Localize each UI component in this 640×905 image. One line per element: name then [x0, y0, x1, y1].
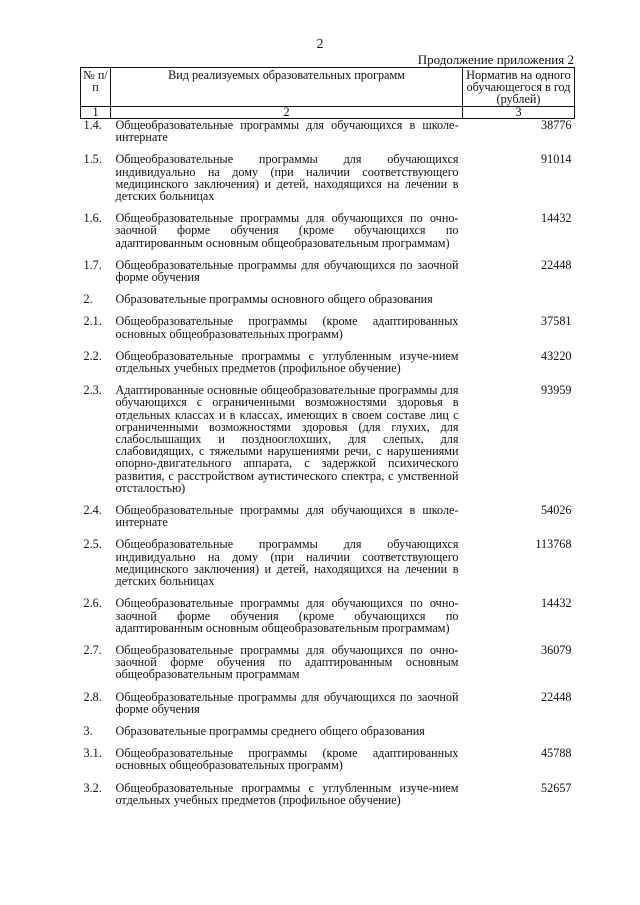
row-number: 3.1.: [83, 746, 102, 761]
row-normative-value: [463, 725, 575, 737]
row-number: 2.4.: [83, 503, 102, 518]
header-num: № п/п: [81, 68, 111, 107]
table-row: [81, 691, 575, 715]
row-number: 2.5.: [83, 537, 102, 552]
table-row: [81, 538, 575, 587]
row-normative-value: 93959: [541, 383, 572, 398]
table-row: [81, 212, 575, 249]
row-program-description: Общеобразовательные программы с углубленным изуче-нием отдельных учебных предметов (профильное обучение): [115, 348, 459, 376]
table-row: [81, 153, 575, 202]
header-program-type: Вид реализуемых образовательных программ: [111, 68, 463, 107]
table-header-row: [81, 68, 575, 107]
row-normative-value: 37581: [541, 314, 572, 329]
table-row: [81, 597, 575, 634]
table-row: [81, 782, 575, 806]
row-number: 2.3.: [83, 383, 102, 398]
table-row: [81, 350, 575, 374]
row-number: 1.6.: [83, 211, 102, 226]
appendix-continuation-label: Продолжение приложения 2: [417, 52, 574, 67]
row-normative-value: 43220: [541, 348, 572, 363]
column-number-2: 2: [111, 107, 463, 119]
row-number: 2.1.: [83, 314, 102, 329]
row-normative-value: [463, 293, 575, 305]
page-number: 2: [316, 37, 324, 52]
row-program-description: Адаптированные основные общеобразовательные программы для обучающихся с ограниченными возможностями здоровья в отдельных классах и в классах, имеющих в своем составе лиц с ограниченными возможностями здоровья (для глухих, для слабослышащих и позднооглохших, для слепых, для слабовидящих, с тяжелыми нарушениями речи, с нарушениями опорно-двигательного аппарата, с задержкой психического развития, с расстройством аутистического спектра, с умственной отсталостью): [115, 383, 459, 495]
header-normative: Норматив на одного обучающегося в год (рублей): [463, 68, 575, 107]
row-number: 2.6.: [83, 596, 102, 611]
row-normative-value: 113768: [535, 537, 572, 552]
row-number: 2.: [83, 292, 93, 307]
table-row: [81, 644, 575, 681]
normatives-table: [80, 67, 575, 806]
row-number: 3.2.: [83, 780, 102, 795]
row-number: 1.4.: [83, 118, 102, 132]
row-number: 1.7.: [83, 257, 102, 272]
column-number-row: [81, 107, 575, 119]
row-program-description: Общеобразовательные программы для обучающихся в школе-интернате: [115, 118, 459, 145]
row-number: 2.2.: [83, 348, 102, 363]
row-program-description: Общеобразовательные программы для обучающихся по очно-заочной форме обучения по адаптированным основным общеобразовательным программам: [115, 642, 459, 682]
row-normative-value: 45788: [541, 746, 572, 761]
table-row: [81, 504, 575, 528]
row-normative-value: 36079: [541, 642, 572, 657]
table-body: [81, 119, 575, 806]
table-row: [81, 293, 575, 305]
row-program-description: Образовательные программы среднего общего образования: [115, 723, 425, 738]
row-program-description: Общеобразовательные программы (кроме адаптированных основных общеобразовательных программ): [115, 746, 459, 773]
row-normative-value: 14432: [541, 211, 572, 226]
row-program-description: Общеобразовательные программы для обучающихся индивидуально на дому (при наличии соответствующего медицинского заключения) и детей, находящихся на лечении в детских больницах: [115, 537, 459, 589]
table-row: [81, 315, 575, 339]
row-number: 2.7.: [83, 642, 102, 657]
row-program-description: Общеобразовательные программы для обучающихся по очно-заочной форме обучения (кроме обучающихся по адаптированным основным общеобразовательным программам): [115, 211, 459, 250]
row-normative-value: 91014: [541, 152, 572, 167]
table-row: [81, 259, 575, 283]
row-number: 2.8.: [83, 689, 102, 704]
row-number: 1.5.: [83, 152, 102, 167]
row-normative-value: 52657: [541, 780, 572, 795]
table-row: [81, 384, 575, 494]
table-row: [81, 119, 575, 144]
row-normative-value: 22448: [541, 257, 572, 272]
row-program-description: Образовательные программы основного общего образования: [115, 292, 433, 307]
row-program-description: Общеобразовательные программы (кроме адаптированных основных общеобразовательных программ): [115, 314, 459, 341]
column-number-1: 1: [81, 107, 111, 119]
row-program-description: Общеобразовательные программы для обучающихся по очно-заочной форме обучения (кроме обучающихся по адаптированным основным общеобразовательным программам): [115, 596, 459, 635]
table-row: [81, 725, 575, 737]
row-program-description: Общеобразовательные программы для обучающихся по заочной форме обучения: [115, 257, 459, 285]
row-normative-value: 54026: [541, 503, 572, 518]
row-normative-value: 22448: [541, 689, 572, 704]
row-program-description: Общеобразовательные программы с углубленным изуче-нием отдельных учебных предметов (профильное обучение): [115, 780, 459, 807]
column-number-3: 3: [463, 107, 575, 119]
row-program-description: Общеобразовательные программы для обучающихся по заочной форме обучения: [115, 689, 459, 716]
table-header: [81, 68, 575, 119]
row-normative-value: 14432: [541, 596, 572, 611]
row-number: 3.: [83, 723, 93, 738]
row-program-description: Общеобразовательные программы для обучающихся индивидуально на дому (при наличии соответствующего медицинского заключения) и детей, находящихся на лечении в детских больницах: [115, 152, 459, 204]
row-normative-value: 38776: [541, 118, 572, 132]
row-program-description: Общеобразовательные программы для обучающихся в школе-интернате: [115, 503, 459, 530]
table-row: [81, 747, 575, 771]
